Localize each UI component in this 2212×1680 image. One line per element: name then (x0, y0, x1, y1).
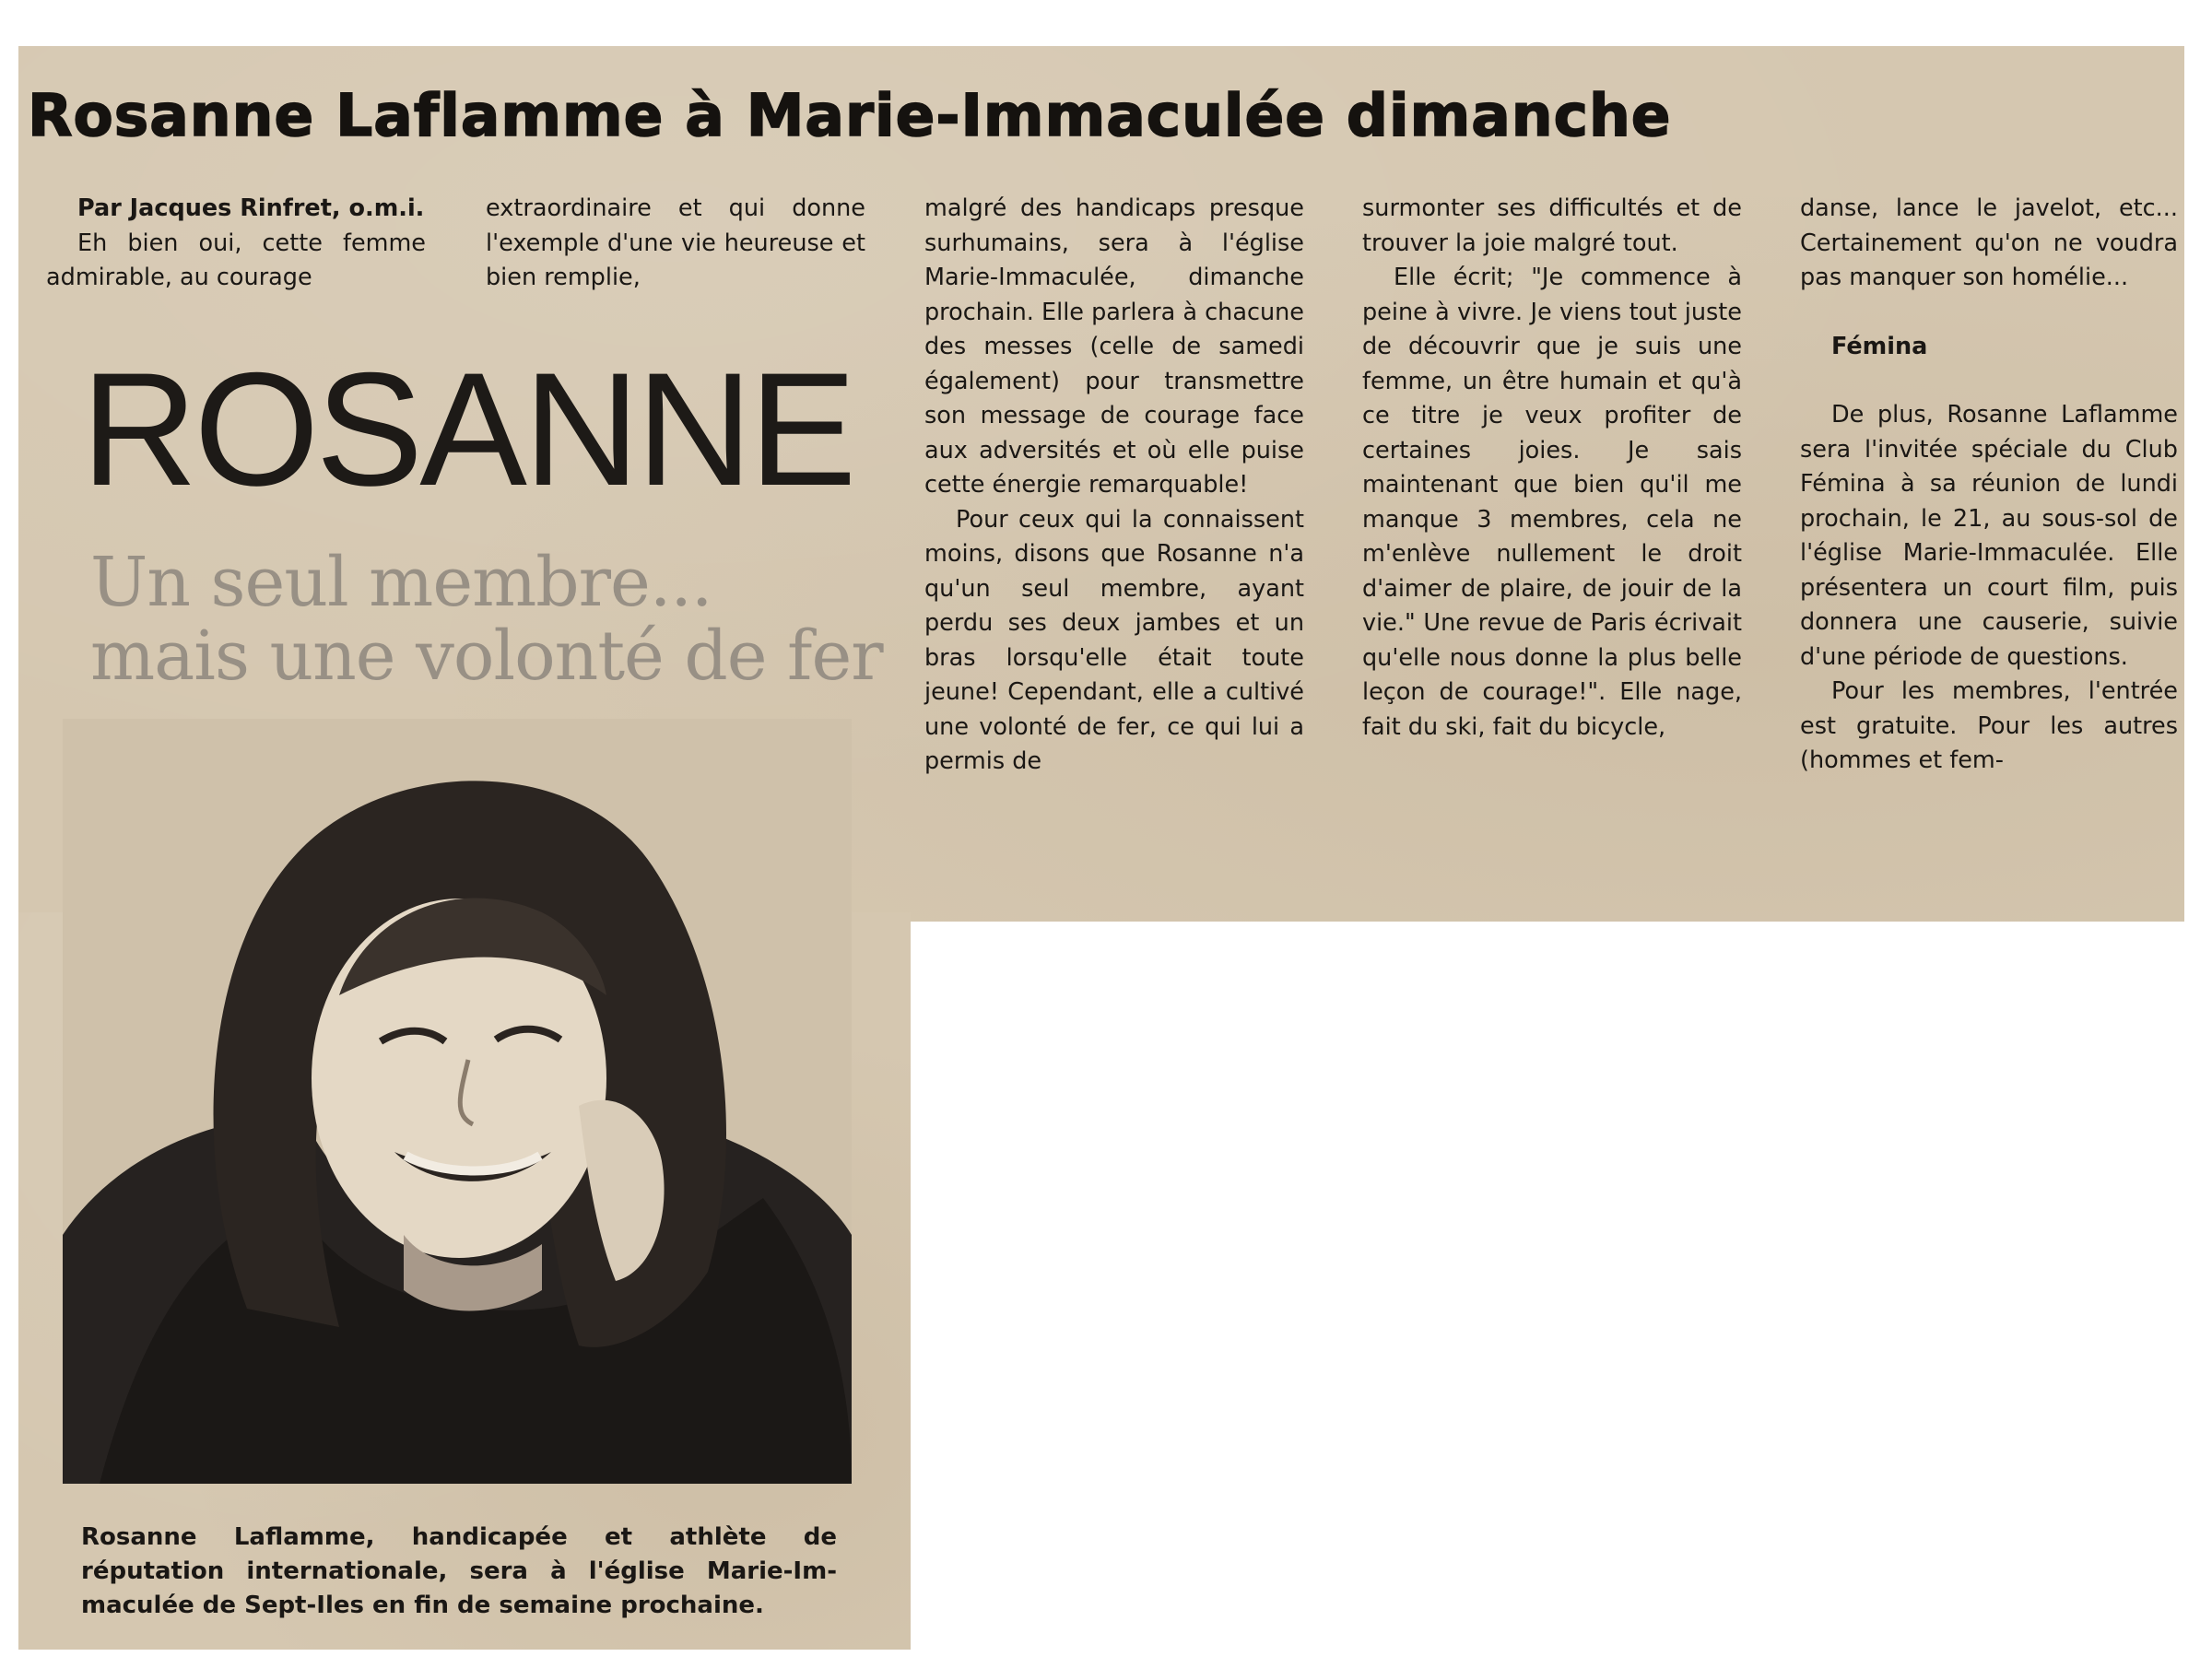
column-5-paragraph-2: De plus, Rosanne Laflamme sera l'invitée spéciale du Club Fémina à sa réunion de lundi prochain, le 21, au sous-sol de l'église Marie-Immaculée. Elle présentera un court film, puis donnera une causerie, suivie d'une période de questions. (1800, 401, 2178, 671)
column-3-paragraph-1: malgré des handicaps presque surhumains, sera à l'église Marie-Immaculée, dimanche prochain. Elle parlera à chacune des messes (celle de samedi également) pour transmettre son message de courage face aux adversités et où elle puise cette énergie remarquable! (924, 194, 1304, 499)
column-5-spacer-2 (1800, 364, 2178, 398)
article-column-5 (1800, 192, 2178, 779)
photo-caption: Rosanne Laflamme, handicapée et athlète de réputation internationale, sera à l'église Marie-Immaculée de Sept-Iles en fin de semaine prochaine. (81, 1523, 837, 1619)
article-column-3 (924, 192, 1304, 780)
article-column-4 (1362, 192, 1742, 745)
column-2-paragraph-1: extraordinaire et qui donne l'exemple d'une vie heureuse et bien remplie, (486, 194, 865, 291)
column-3-paragraph-2: Pour ceux qui la connaissent moins, disons que Rosanne n'a qu'un seul membre, ayant perdu ses deux jambes et un bras lorsqu'elle était toute jeune! Cependant, elle a cultivé une volonté de fer, ce qui lui a permis de (924, 505, 1304, 775)
column-5-paragraph-3: Pour les membres, l'entrée est gratuite. Pour les autres (hommes et fem- (1800, 677, 2178, 774)
column-4-paragraph-2: Elle écrit; "Je commence à peine à vivre. Je viens tout juste de découvrir que je suis une femme, un être humain et qu'à ce titre je veux profiter de certaines joies. Je sais maintenant que bien qu'il me manque 3 membres, cela ne m'enlève nullement le droit d'aimer de plaire, de jouir de la vie." Une revue de Paris écrivait qu'elle nous donne la plus belle leçon de courage!". Elle nage, fait du ski, fait du bicycle, (1362, 264, 1742, 741)
column-1-paragraph-1: Eh bien oui, cette femme admirable, au courage (46, 229, 426, 291)
article-column-2 (486, 192, 865, 296)
feature-tagline-line-1: Un seul membre... (90, 543, 712, 622)
column-4-paragraph-1: surmonter ses difficultés et de trouver la joie malgré tout. (1362, 194, 1742, 257)
feature-title: ROSANNE (81, 340, 853, 520)
column-5-paragraph-1: danse, lance le javelot, etc... Certainement qu'on ne voudra pas manquer son homélie... (1800, 194, 2178, 291)
article-column-1 (46, 192, 426, 296)
feature-tagline-line-2: mais une volonté de fer (90, 617, 883, 696)
column-5-subhead: Fémina (1831, 332, 1928, 360)
portrait-illustration (63, 719, 852, 1484)
article-headline: Rosanne Laflamme à Marie-Immaculée dimanche (28, 82, 1672, 149)
portrait-photo (63, 719, 852, 1484)
article-byline: Par Jacques Rinfret, o.m.i. (77, 194, 425, 222)
column-5-spacer (1800, 296, 2178, 330)
